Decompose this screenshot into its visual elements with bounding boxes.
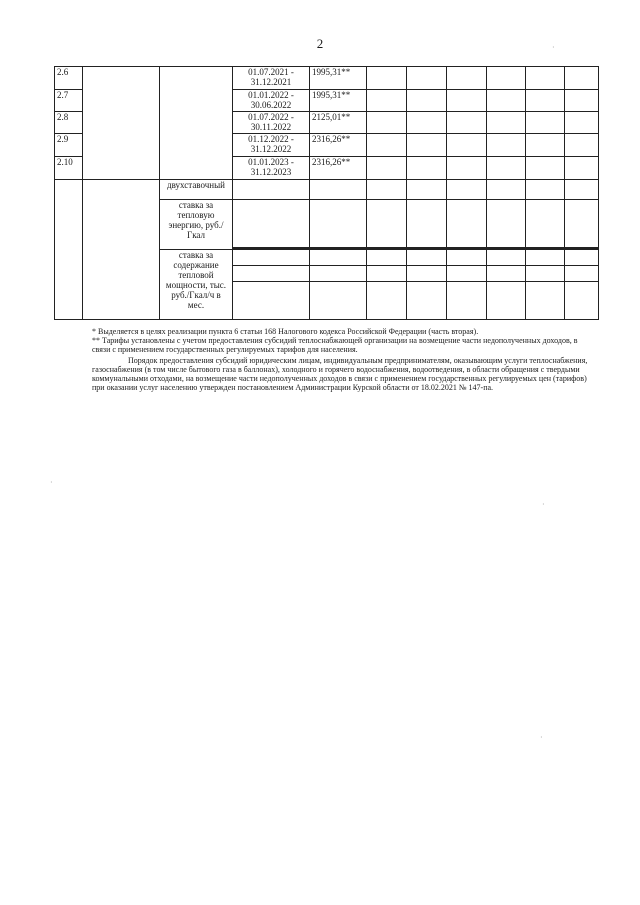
tariff-table [54, 66, 599, 320]
tariff-value: 2316,26** [310, 157, 367, 180]
empty-cell [487, 112, 526, 134]
empty-cell [233, 282, 310, 320]
empty-cell [526, 157, 565, 180]
empty-cell [407, 112, 447, 134]
empty-cell [55, 180, 83, 320]
subsidy-procedure-text: Порядок предоставления субсидий юридическим лицам, индивидуальным предпринимателям, оказывающим услуги теплоснабжения, газоснабжения (в том числе бытового газа в баллонах), холодного и горячего водоснабжения, водоотведения, в области обращения с твердыми коммунальными отходами, на возмещение части недополученных доходов в связи с применением государственных регулируемых цен (тарифов) при оказании услуг населению утвержден постановлением Администрации Курской области от 18.02.2021 № 147-па. [92, 356, 588, 392]
footnotes [92, 327, 592, 392]
tariff-value: 2125,01** [310, 112, 367, 134]
empty-cell [367, 90, 407, 112]
empty-cell [565, 134, 599, 157]
tariff-value: 1995,31** [310, 90, 367, 112]
empty-cell [565, 180, 599, 200]
period-cell: 01.01.2023 - 31.12.2023 [233, 157, 310, 180]
empty-cell [310, 180, 367, 200]
empty-cell [367, 157, 407, 180]
period-cell: 01.07.2022 - 30.11.2022 [233, 112, 310, 134]
empty-cell [526, 180, 565, 200]
empty-cell [233, 200, 310, 248]
empty-cell [487, 250, 526, 266]
empty-cell [367, 282, 407, 320]
empty-cell [565, 67, 599, 90]
table-row [55, 180, 599, 200]
empty-cell [367, 67, 407, 90]
period-cell: 01.12.2022 - 31.12.2022 [233, 134, 310, 157]
empty-cell [233, 180, 310, 200]
empty-cell [565, 250, 599, 266]
empty-cell [407, 90, 447, 112]
empty-cell [565, 200, 599, 248]
empty-cell [447, 282, 487, 320]
empty-cell [487, 157, 526, 180]
scan-speck: · [50, 478, 53, 487]
empty-cell [565, 266, 599, 282]
empty-cell [160, 67, 233, 180]
scan-speck: · [540, 733, 543, 742]
empty-cell [447, 266, 487, 282]
empty-cell [407, 282, 447, 320]
empty-cell [407, 250, 447, 266]
empty-cell [83, 67, 160, 180]
empty-cell [367, 266, 407, 282]
tariff-value: 2316,26** [310, 134, 367, 157]
scan-speck: · [542, 500, 545, 509]
period-cell: 01.01.2022 - 30.06.2022 [233, 90, 310, 112]
empty-cell [407, 67, 447, 90]
empty-cell [233, 250, 310, 266]
empty-cell [526, 282, 565, 320]
row-number: 2.9 [55, 134, 83, 157]
empty-cell [233, 266, 310, 282]
empty-cell [407, 200, 447, 248]
empty-cell [447, 134, 487, 157]
empty-cell [407, 266, 447, 282]
empty-cell [487, 134, 526, 157]
table-row [55, 67, 599, 90]
empty-cell [487, 67, 526, 90]
page-number: 2 [316, 36, 324, 51]
empty-cell [447, 90, 487, 112]
two-part-label: двухставочный [160, 180, 233, 200]
footnote-subsidy: ** Тарифы установлены с учетом предоставления субсидий теплоснабжающей организации на возмещение части недополученных доходов, в связи с применением государственных регулируемых тарифов для населения. [92, 336, 578, 354]
tariff-value: 1995,31** [310, 67, 367, 90]
empty-cell [447, 250, 487, 266]
empty-cell [487, 282, 526, 320]
empty-cell [310, 200, 367, 248]
empty-cell [407, 157, 447, 180]
empty-cell [367, 200, 407, 248]
empty-cell [526, 90, 565, 112]
row-number: 2.6 [55, 67, 83, 90]
empty-cell [407, 134, 447, 157]
empty-cell [526, 266, 565, 282]
empty-cell [526, 250, 565, 266]
empty-cell [310, 250, 367, 266]
empty-cell [447, 112, 487, 134]
row-number: 2.10 [55, 157, 83, 180]
empty-cell [367, 180, 407, 200]
empty-cell [487, 180, 526, 200]
scan-speck: · [552, 43, 555, 52]
empty-cell [310, 266, 367, 282]
empty-cell [447, 200, 487, 248]
empty-cell [367, 250, 407, 266]
empty-cell [526, 134, 565, 157]
empty-cell [565, 112, 599, 134]
empty-cell [526, 67, 565, 90]
empty-cell [407, 180, 447, 200]
empty-cell [565, 282, 599, 320]
energy-rate-label: ставка за тепловую энергию, руб./Гкал [160, 200, 233, 250]
row-number: 2.7 [55, 90, 83, 112]
period-cell: 01.07.2021 - 31.12.2021 [233, 67, 310, 90]
empty-cell [487, 266, 526, 282]
capacity-rate-label: ставка за содержание тепловой мощности, тыс. руб./Гкал/ч в мес. [160, 250, 233, 320]
footnote-vat: * Выделяется в целях реализации пункта 6 статьи 168 Налогового кодекса Российской Федерации (часть вторая). [92, 327, 479, 336]
empty-cell [367, 134, 407, 157]
empty-cell [487, 200, 526, 248]
empty-cell [310, 282, 367, 320]
row-number: 2.8 [55, 112, 83, 134]
empty-cell [526, 112, 565, 134]
empty-cell [565, 90, 599, 112]
empty-cell [565, 157, 599, 180]
empty-cell [487, 90, 526, 112]
empty-cell [447, 67, 487, 90]
empty-cell [447, 157, 487, 180]
empty-cell [526, 200, 565, 248]
empty-cell [83, 180, 160, 320]
empty-cell [447, 180, 487, 200]
empty-cell [367, 112, 407, 134]
